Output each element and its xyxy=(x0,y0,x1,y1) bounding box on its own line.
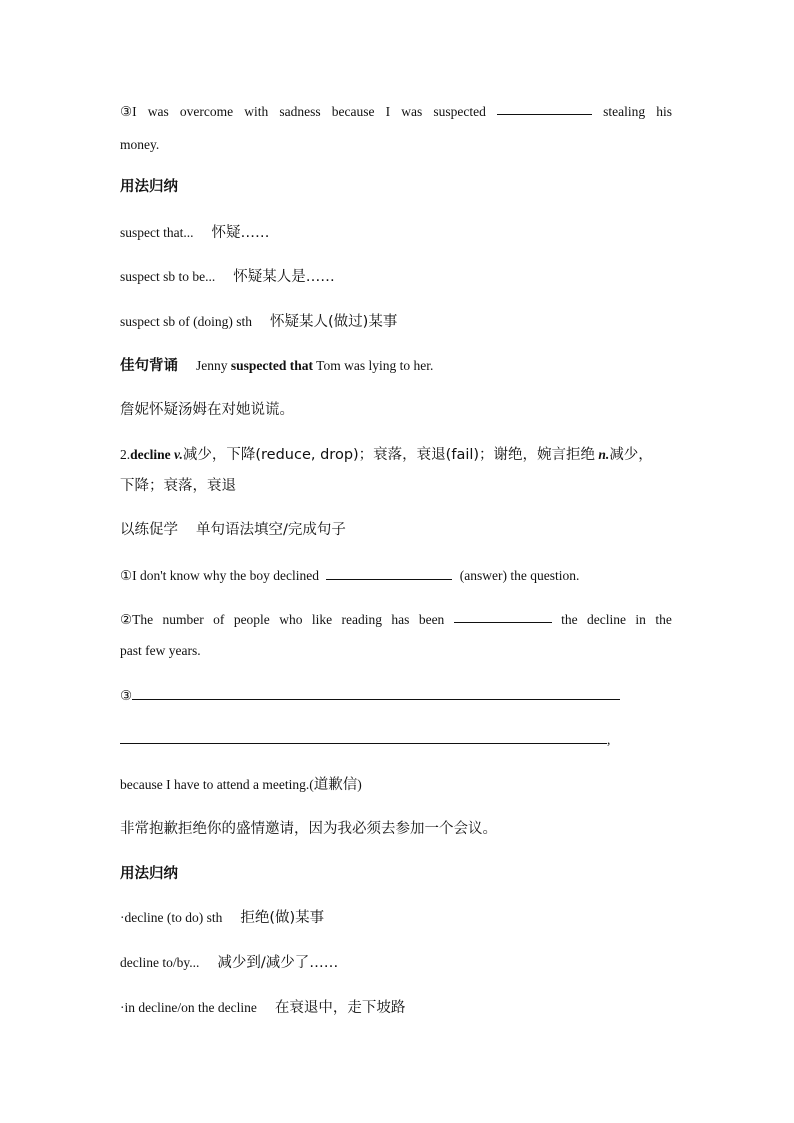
word: suspected xyxy=(433,104,486,119)
exercise-3-line1 xyxy=(120,102,672,122)
usage-cn: 减少到/减少了…… xyxy=(217,955,339,971)
practice-q2-line2: past few years. xyxy=(120,643,201,658)
noun-definition-a: 减少， xyxy=(609,447,653,463)
word: of xyxy=(213,612,225,627)
q3-hint: 道歉信 xyxy=(313,777,358,793)
word: decline xyxy=(587,612,627,627)
usage-en: suspect that... xyxy=(120,225,194,240)
word: in xyxy=(635,612,646,627)
usage-item xyxy=(120,953,338,973)
usage-item xyxy=(120,908,324,928)
word: number xyxy=(162,612,204,627)
entry-word: decline xyxy=(130,447,171,462)
q3-close: ) xyxy=(357,777,362,792)
exercise-3-line2: money. xyxy=(120,137,160,152)
usage-en: ·decline (to do) sth xyxy=(120,910,223,925)
usage-cn: 怀疑…… xyxy=(211,225,270,241)
word: overcome xyxy=(179,104,234,119)
word: with xyxy=(244,104,269,119)
practice-q1 xyxy=(120,566,579,586)
usage-en: suspect sb of (doing) sth xyxy=(120,314,252,329)
example-label: 佳句背诵 xyxy=(120,358,178,374)
example-translation: 詹妮怀疑汤姆在对她说谎。 xyxy=(120,402,294,418)
word: has xyxy=(391,612,410,627)
word: stealing xyxy=(603,104,646,119)
noun-definition-b: 下降；衰落，衰退 xyxy=(120,478,236,494)
practice-q3-line3 xyxy=(120,775,362,795)
pos-verb: v. xyxy=(174,447,183,462)
practice-task: 单句语法填空/完成句子 xyxy=(196,522,346,538)
usage-en: decline to/by... xyxy=(120,955,200,970)
q3-translation: 非常抱歉拒绝你的盛情邀请，因为我必须去参加一个会议。 xyxy=(120,821,497,837)
word: people xyxy=(233,612,270,627)
practice-q2-line1 xyxy=(120,610,672,630)
practice-q3-line2 xyxy=(120,730,610,750)
word: been xyxy=(418,612,445,627)
usage-item xyxy=(120,223,270,243)
word: the xyxy=(655,612,672,627)
usage-title: 用法归纳 xyxy=(120,179,178,195)
usage-cn: 在衰退中，走下坡路 xyxy=(274,1000,406,1016)
word: ②The xyxy=(120,612,154,627)
usage-en: suspect sb to be... xyxy=(120,269,216,284)
pos-noun: n. xyxy=(598,447,610,462)
q3-comma: , xyxy=(607,732,611,747)
word: was xyxy=(147,104,169,119)
answer-blank[interactable] xyxy=(132,687,620,700)
answer-blank[interactable] xyxy=(120,731,607,744)
example-sentence xyxy=(120,356,433,376)
word: ③I xyxy=(120,104,137,119)
usage-cn: 拒绝(做)某事 xyxy=(240,910,325,926)
practice-heading xyxy=(120,520,346,540)
word: because xyxy=(331,104,375,119)
answer-blank[interactable] xyxy=(326,567,452,580)
word: sadness xyxy=(279,104,321,119)
word: like xyxy=(311,612,333,627)
answer-blank[interactable] xyxy=(497,102,592,115)
example-post: Tom was lying to her. xyxy=(313,358,434,373)
word: I xyxy=(385,104,391,119)
q1-text-after: (answer) the question. xyxy=(459,568,580,583)
usage-cn: 怀疑某人是…… xyxy=(233,269,335,285)
word: was xyxy=(401,104,423,119)
q3-tail: because I have to attend a meeting.( xyxy=(120,777,314,792)
word: his xyxy=(656,104,672,119)
word: who xyxy=(279,612,303,627)
answer-blank[interactable] xyxy=(454,610,552,623)
word: reading xyxy=(341,612,383,627)
usage-item xyxy=(120,998,405,1018)
usage-item xyxy=(120,312,397,332)
usage-cn: 怀疑某人(做过)某事 xyxy=(270,314,398,330)
example-pre: Jenny xyxy=(196,358,231,373)
practice-q3-line1 xyxy=(120,686,620,706)
usage-item xyxy=(120,267,335,287)
usage-title: 用法归纳 xyxy=(120,866,178,882)
entry-number: 2. xyxy=(120,447,131,462)
word: the xyxy=(561,612,578,627)
usage-en: ·in decline/on the decline xyxy=(120,1000,257,1015)
practice-label: 以练促学 xyxy=(120,522,178,538)
entry-decline-line1 xyxy=(120,445,653,465)
example-bold: suspected that xyxy=(230,358,314,373)
q3-number: ③ xyxy=(120,688,133,703)
q1-text: ①I don't know why the boy declined xyxy=(120,568,319,583)
verb-definition: 减少，下降(reduce, drop)；衰落，衰退(fail)；谢绝，婉言拒绝 xyxy=(182,447,596,463)
